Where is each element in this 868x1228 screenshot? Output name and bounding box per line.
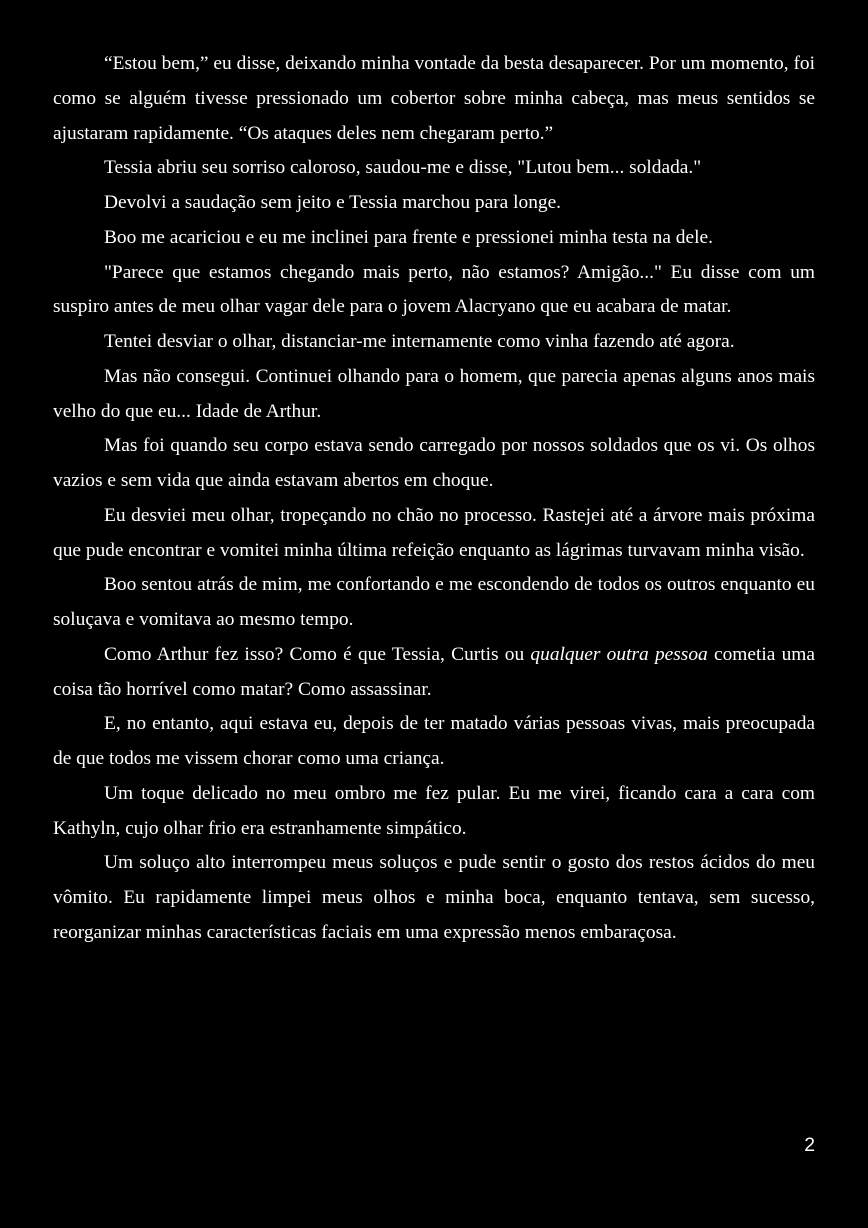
paragraph-1: [53, 47, 815, 151]
paragraph-text: Mas foi quando seu corpo estava sendo carregado por nossos soldados que os vi. Os olhos vazios e sem vida que ainda estavam abertos em choque.: [53, 435, 815, 491]
paragraph-6: [53, 325, 815, 360]
paragraph-text: E, no entanto, aqui estava eu, depois de ter matado várias pessoas vivas, mais preocupada de que todos me vissem chorar como uma criança.: [53, 713, 815, 769]
paragraph-text: Tessia abriu seu sorriso caloroso, saudou-me e disse, "Lutou bem... soldada.": [104, 157, 702, 179]
paragraph-text: Boo me acariciou e eu me inclinei para frente e pressionei minha testa na dele.: [104, 226, 713, 248]
paragraph-7: [53, 360, 815, 430]
paragraph-4: [53, 221, 815, 256]
paragraph-8: [53, 429, 815, 499]
page-number: 2: [804, 1134, 815, 1156]
paragraph-5: [53, 256, 815, 326]
paragraph-13: [53, 777, 815, 847]
paragraph-2: [53, 151, 815, 186]
paragraph-3: [53, 186, 815, 221]
paragraph-text: Devolvi a saudação sem jeito e Tessia marchou para longe.: [104, 192, 562, 213]
paragraph-10: [53, 568, 815, 638]
paragraph-text: Mas não consegui. Continuei olhando para o homem, que parecia apenas alguns anos mais velho do que eu... Idade de Arthur.: [53, 365, 815, 422]
paragraph-12: [53, 707, 815, 777]
paragraph-text: Eu desviei meu olhar, tropeçando no chão no processo. Rastejei até a árvore mais próxima que pude encontrar e vomitei minha última refeição enquanto as lágrimas turvavam minha visão.: [53, 504, 815, 561]
paragraph-text: Um soluço alto interrompeu meus soluços e pude sentir o gosto dos restos ácidos do meu vômito. Eu rapidamente limpei meus olhos e minha boca, enquanto tentava, sem sucesso, reorganizar minhas características faciais em uma expressão menos embaraçosa.: [53, 852, 815, 943]
paragraph-italic-text: qualquer outra pessoa: [530, 643, 708, 665]
paragraph-11: [53, 638, 815, 708]
paragraph-14: [53, 846, 815, 950]
body-text: [53, 47, 815, 951]
paragraph-text: Um toque delicado no meu ombro me fez pular. Eu me virei, ficando cara a cara com Kathyln, cujo olhar frio era estranhamente simpático.: [53, 782, 815, 839]
paragraph-text: "Parece que estamos chegando mais perto, não estamos? Amigão..." Eu disse com um suspiro antes de meu olhar vagar dele para o jovem Alacryano que eu acabara de matar.: [53, 261, 815, 318]
paragraph-text: Tentei desviar o olhar, distanciar-me internamente como vinha fazendo até agora.: [104, 331, 735, 352]
paragraph-text-after: cometia uma coisa tão horrível como matar? Como assassinar.: [53, 643, 815, 700]
paragraph-text: Boo sentou atrás de mim, me confortando e me escondendo de todos os outros enquanto eu soluçava e vomitava ao mesmo tempo.: [53, 574, 815, 630]
paragraph-text: “Estou bem,” eu disse, deixando minha vontade da besta desaparecer. Por um momento, foi como se alguém tivesse pressionado um cobertor sobre minha cabeça, mas meus sentidos se ajustaram rapidamente. “Os ataques deles nem chegaram perto.”: [53, 53, 815, 144]
paragraph-9: [53, 499, 815, 569]
paragraph-text-before: Como Arthur fez isso? Como é que Tessia, Curtis ou: [104, 643, 531, 665]
